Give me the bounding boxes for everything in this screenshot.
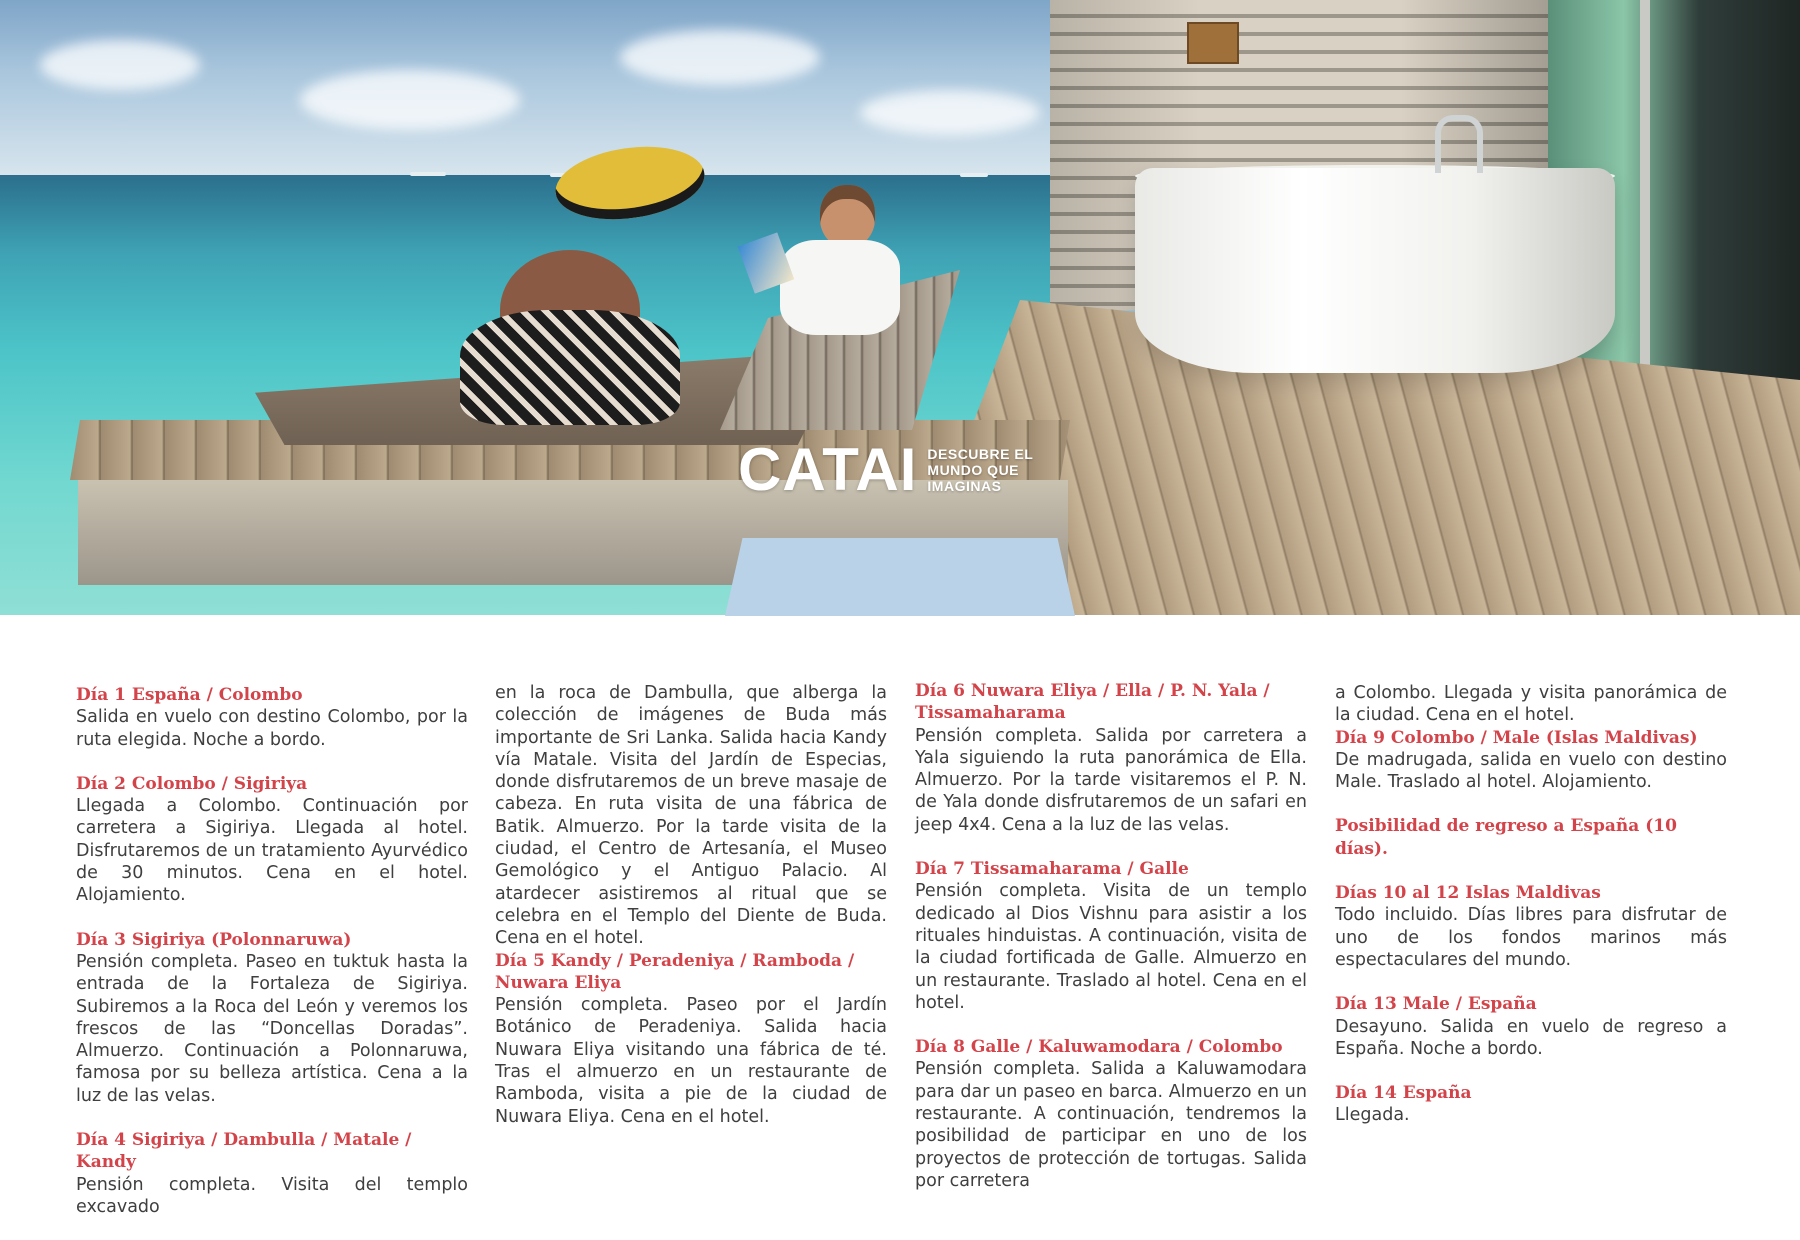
day-title: Día 8 Galle / Kaluwamodara / Colombo: [915, 1037, 1283, 1058]
boat: [960, 173, 988, 177]
day-title: Día 14 España: [1335, 1083, 1472, 1104]
day-item: [915, 858, 1307, 1014]
logo-wordmark: CATAI: [738, 436, 918, 503]
day-text: Pensión completa. Salida a Kaluwamodara para dar un paseo en barca. Almuerzo en un restaurante. A continuación, tendremos la posibilidad de participar en uno de los proyectos de protección de tortugas. Salida por carretera: [915, 1059, 1307, 1191]
day-text: Llegada.: [1335, 1105, 1410, 1126]
boat: [410, 172, 446, 176]
day-text: Todo incluido. Días libres para disfrutar de uno de los fondos marinos más espectaculares del mundo.: [1335, 905, 1727, 970]
bathtub: [1135, 168, 1615, 373]
cloud: [300, 70, 520, 130]
day-text: Pensión completa. Paseo por el Jardín Botánico de Peradeniya. Salida hacia Nuwara Eliya visitando una fábrica de té. Tras el almuerzo en un restaurante de Ramboda, visita a pie de la ciudad de Nuwara Eliya. Cena en el hotel.: [495, 995, 887, 1127]
cloud: [860, 90, 1040, 135]
sky: [0, 0, 1060, 180]
day-title: Día 1 España / Colombo: [76, 685, 303, 705]
catai-logo: [738, 436, 1034, 503]
day-item: [915, 680, 1307, 836]
day-text: Llegada a Colombo. Continuación por carretera a Sigiriya. Llegada al hotel. Disfrutaremos de un tratamiento Ayurvédico de 30 minutos. Cena en el hotel. Alojamiento.: [76, 796, 468, 906]
day-text: Pensión completa. Visita del templo excavado: [76, 1174, 468, 1217]
day-item: [1335, 882, 1727, 971]
day-title: Día 4 Sigiriya / Dambulla / Matale / Kandy: [76, 1130, 412, 1173]
day-text: en la roca de Dambulla, que alberga la colección de imágenes de Buda más importante de Sri Lanka. Salida hacia Kandy vía Matale. Visita del Jardín de Especias, donde disfrutaremos de un breve masaje de cabeza. En ruta visita de una fábrica de Batik. Almuerzo. Por la tarde visita de la ciudad, el Centro de Artesanía, el Museo Gemológico y el Antiguo Palacio. Al atardecer asistiremos al ritual que se celebra en el Templo del Diente de Buda. Cena en el hotel.: [495, 683, 887, 949]
column-1: [76, 684, 468, 1240]
day-title: Día 13 Male / España: [1335, 994, 1537, 1015]
blue-tab: [725, 538, 1075, 616]
day-item: [76, 684, 468, 751]
day-item: [1335, 993, 1727, 1060]
day-text: Pensión completa. Paseo en tuktuk hasta la entrada de la Fortaleza de Sigiriya. Subiremos a la Roca del León y veremos los frescos de las “Doncellas Doradas”. Almuerzo. Continuación a Polonnaruwa, famosa por su belleza artística. Cena a la luz de las velas.: [76, 951, 468, 1106]
faucet: [1435, 115, 1483, 173]
day-title: Día 9 Colombo / Male (Islas Maldivas): [1335, 727, 1698, 748]
day-text: De madrugada, salida en vuelo con destino Male. Traslado al hotel. Alojamiento.: [1335, 749, 1727, 793]
day-item: [76, 929, 468, 1107]
cloud: [40, 40, 200, 90]
day-text: Salida en vuelo con destino Colombo, por la ruta elegida. Noche a bordo.: [76, 707, 468, 750]
column-2: [495, 682, 887, 1150]
day-item: [76, 1129, 468, 1218]
day-title: Día 7 Tissamaharama / Galle: [915, 859, 1189, 880]
cloud: [620, 30, 820, 85]
return-note: Posibilidad de regreso a España (10 días).: [1335, 816, 1677, 859]
day-text: a Colombo. Llegada y visita panorámica de la ciudad. Cena en el hotel.: [1335, 683, 1727, 726]
column-4: [1335, 682, 1727, 1149]
hero-photo: [0, 0, 1800, 615]
day-item: [1335, 1082, 1727, 1127]
itinerary: [0, 680, 1800, 1217]
day-title: Día 3 Sigiriya (Polonnaruwa): [76, 929, 352, 950]
day-title: Días 10 al 12 Islas Maldivas: [1335, 883, 1601, 904]
day-item: [1335, 727, 1727, 794]
column-3: [915, 680, 1307, 1214]
logo-tagline: DESCUBRE EL MUNDO QUE IMAGINAS: [927, 446, 1034, 494]
day-title: Día 2 Colombo / Sigiriya: [76, 773, 308, 794]
day-item: [495, 950, 887, 1128]
day-text: Desayuno. Salida en vuelo de regreso a España. Noche a bordo.: [1335, 1016, 1727, 1059]
day-title: Día 5 Kandy / Peradeniya / Ramboda / Nuwara Eliya: [495, 950, 855, 993]
day-item: [915, 1036, 1307, 1192]
day-item: [76, 773, 468, 907]
day-text: Pensión completa. Salida por carretera a Yala siguiendo la ruta panorámica de Ella. Almuerzo. Por la tarde visitaremos el P. N. de Yala donde disfrutaremos de un safari en jeep 4x4. Cena a la luz de las velas.: [915, 725, 1307, 835]
day-title: Día 6 Nuwara Eliya / Ella / P. N. Yala / Tissamaharama: [915, 681, 1270, 724]
woman-with-hat: [440, 210, 710, 425]
wall-plaque: [1187, 22, 1239, 64]
day-text: Pensión completa. Visita de un templo dedicado al Dios Vishnu para asistir a los rituales hinduistas. A continuación, visita de la ciudad fortificada de Galle. Almuerzo en un restaurante. Traslado al hotel. Cena en el hotel.: [915, 881, 1307, 1013]
